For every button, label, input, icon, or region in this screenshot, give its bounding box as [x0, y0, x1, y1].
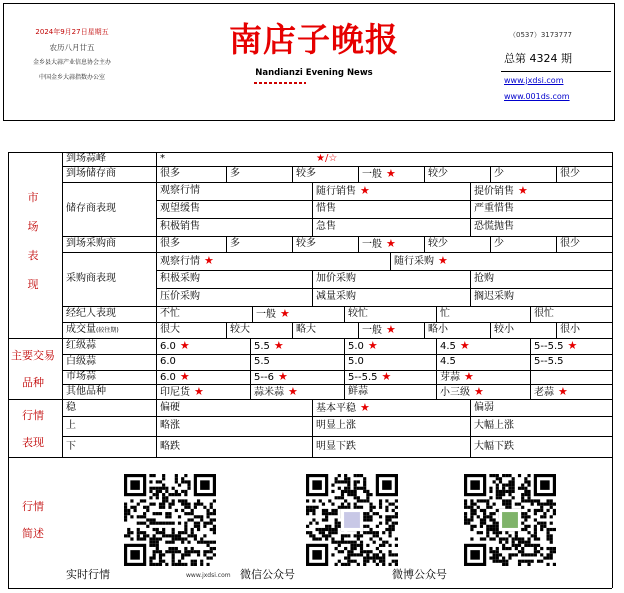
newspaper-title: 南店子晚报 [229, 20, 399, 59]
row-label [62, 355, 156, 369]
option-cell [292, 323, 358, 337]
star-icon: ★ [179, 370, 190, 383]
cell-text: 很忙 [534, 308, 554, 319]
cell-text: 5--5.5 [534, 341, 564, 352]
footer-label-live: 实时行情 [66, 568, 110, 581]
cell-text: 大幅上涨 [474, 420, 514, 431]
cell-text: 6.0 [160, 341, 176, 352]
option-cell [556, 237, 612, 251]
cell-text: 老蒜 [534, 386, 554, 398]
star-icon: ★ [273, 339, 284, 352]
option-cell [250, 355, 344, 369]
cell-text: * [160, 153, 165, 164]
row-label-text: 到场采购商 [66, 238, 116, 249]
option-cell [156, 370, 250, 385]
star-icon: ★ [386, 167, 396, 180]
row-label [62, 152, 156, 166]
option-cell [470, 401, 612, 415]
row-label [62, 370, 156, 384]
option-cell [470, 440, 612, 454]
option-cell [390, 254, 612, 269]
category-market: 市场表现 [27, 191, 39, 291]
option-cell [344, 355, 436, 369]
option-cell [490, 167, 556, 181]
star-icon: ★ [558, 384, 568, 398]
cell-text: 惜售 [316, 203, 336, 214]
option-cell [156, 290, 312, 304]
star-icon: ★ [280, 307, 290, 320]
option-cell [470, 419, 612, 433]
option-cell [312, 152, 612, 166]
option-cell [250, 339, 344, 354]
english-title: Nandianzi Evening News [255, 68, 373, 78]
cell-text: 6.0 [160, 356, 176, 367]
qr-code-icon-website [124, 474, 216, 566]
star-icon: ★ [204, 254, 214, 267]
option-cell [358, 167, 424, 182]
option-cell [156, 323, 226, 337]
row-label [62, 323, 156, 338]
row-label-text: 白级蒜 [66, 356, 96, 367]
option-cell [292, 237, 358, 251]
cell-text: 芽蒜 [440, 372, 460, 383]
cell-text: 抢购 [474, 273, 494, 284]
cell-text: 大幅下跌 [474, 440, 514, 452]
cell-text: ★/☆ [316, 153, 338, 164]
cell-text: 减量采购 [316, 291, 356, 302]
cell-text: 观望缓售 [160, 203, 200, 214]
cell-text: 基本平稳 [316, 402, 356, 414]
cell-text: 少 [494, 238, 504, 249]
cell-text: 观察行情 [160, 185, 200, 196]
option-cell [226, 167, 292, 181]
option-cell [250, 370, 344, 385]
row-label-text: 储存商表现 [66, 203, 116, 214]
star-icon: ★ [179, 339, 190, 352]
cell-text: 偏弱 [474, 401, 494, 413]
cell-text: 蒜米蒜 [254, 386, 284, 398]
option-cell [156, 167, 226, 181]
star-icon: ★ [360, 184, 370, 197]
cell-text: 5--5.5 [348, 372, 378, 383]
option-cell [424, 237, 490, 251]
sub-row-rule [156, 200, 612, 201]
category-varieties: 主要交易品种 [11, 349, 55, 389]
option-cell [156, 440, 312, 454]
row-label [62, 401, 156, 415]
issue-date: 2024年9月27日星期五 [35, 28, 109, 36]
option-cell [436, 385, 530, 400]
table-bottom-border [8, 588, 612, 589]
cell-text: 偏硬 [160, 401, 180, 413]
option-cell [252, 307, 344, 322]
website-link-2[interactable]: www.001ds.com [504, 92, 570, 101]
cell-text: 较少 [428, 238, 448, 249]
option-cell [358, 237, 424, 252]
issue-number: 总第 4324 期 [504, 52, 572, 65]
sponsor-line-1: 金乡县大蒜产业信息协会主办 [32, 59, 111, 66]
option-cell [312, 202, 470, 216]
cell-text: 严重惜售 [474, 203, 514, 214]
cell-text: 较多 [296, 168, 316, 179]
option-cell [424, 323, 490, 337]
option-cell [312, 419, 470, 433]
cell-text: 加价采购 [316, 273, 356, 284]
option-cell [424, 167, 490, 181]
cell-text: 很少 [560, 168, 580, 179]
cell-text: 随行采购 [394, 256, 434, 267]
row-label-text: 到场蒜峰 [66, 153, 106, 164]
star-icon: ★ [459, 339, 470, 352]
cell-text: 较少 [428, 168, 448, 179]
cell-text: 随行销售 [316, 186, 356, 197]
row-label [62, 440, 156, 454]
option-cell [156, 307, 252, 321]
option-cell [156, 419, 312, 433]
option-cell [344, 339, 436, 354]
cell-text: 急售 [316, 221, 336, 232]
option-cell [226, 323, 292, 337]
star-icon: ★ [464, 370, 474, 383]
row-label-text: 红级蒜 [66, 340, 96, 351]
row-label [62, 272, 156, 286]
option-cell [556, 167, 612, 181]
cell-text: 5.5 [254, 341, 270, 352]
row-label-text: 到场储存商 [66, 168, 116, 179]
star-icon: ★ [474, 384, 484, 398]
option-cell [470, 290, 612, 304]
option-cell [344, 385, 436, 399]
cell-text: 不忙 [160, 308, 180, 319]
star-icon: ★ [518, 184, 528, 197]
option-cell [156, 220, 312, 234]
category-narrative: 行情简述 [22, 500, 44, 540]
option-cell [156, 237, 226, 251]
option-cell [156, 254, 390, 269]
qr-code-icon-weibo [464, 474, 556, 566]
option-cell [312, 290, 470, 304]
row-label-text: 上 [66, 420, 76, 431]
qr-code-icon-wechat [306, 474, 398, 566]
option-cell [436, 355, 530, 369]
option-cell [226, 237, 292, 251]
lunar-date: 农历八月廿五 [49, 43, 95, 52]
star-icon: ★ [438, 254, 448, 267]
website-link-1[interactable]: www.jxdsi.com [504, 76, 564, 85]
option-cell [156, 272, 312, 286]
option-cell [530, 355, 612, 369]
option-cell [436, 307, 530, 321]
cell-text: 5.5 [254, 356, 270, 367]
star-icon: ★ [386, 323, 396, 336]
row-label-note: (较往期) [96, 327, 119, 334]
option-cell [312, 220, 470, 234]
option-cell [292, 167, 358, 181]
star-icon: ★ [367, 339, 378, 352]
cell-text: 5--5.5 [534, 356, 564, 367]
cell-text: 一般 [256, 309, 276, 320]
cell-text: 很大 [160, 324, 180, 335]
cell-text: 较小 [494, 324, 514, 335]
cell-text: 忙 [440, 308, 450, 319]
cell-text: 较忙 [348, 308, 368, 319]
option-cell [156, 202, 312, 216]
cell-text: 提价销售 [474, 186, 514, 197]
row-rule [62, 436, 612, 437]
group-divider [8, 457, 612, 458]
row-label-text: 下 [66, 440, 76, 452]
cell-text: 略小 [428, 324, 448, 335]
category-trend: 行情表现 [22, 409, 44, 449]
cell-text: 6.0 [160, 372, 176, 383]
cell-text: 明显下跌 [316, 440, 356, 452]
cell-text: 很多 [160, 168, 180, 179]
star-icon: ★ [567, 339, 578, 352]
option-cell [490, 237, 556, 251]
sponsor-line-2: 中国金乡大蒜指数办公室 [38, 74, 105, 81]
row-label [62, 167, 156, 181]
cell-text: 很多 [160, 238, 180, 249]
option-cell [530, 339, 612, 354]
option-cell [470, 184, 612, 199]
option-cell [312, 401, 470, 416]
row-label [62, 237, 156, 251]
sub-row-rule [156, 218, 612, 219]
option-cell [344, 307, 436, 321]
cell-text: 一般 [362, 169, 382, 180]
sub-row-rule [156, 270, 612, 271]
phone-number: （0537）3173777 [509, 31, 572, 39]
table-right-border [612, 152, 613, 588]
option-cell [312, 184, 470, 199]
cell-text: 积极采购 [160, 273, 200, 284]
row-label [62, 202, 156, 216]
cell-text: 较多 [296, 238, 316, 249]
cell-text: 恐慌抛售 [474, 221, 514, 232]
cell-text: 积极销售 [160, 221, 200, 232]
cell-text: 印尼货 [160, 386, 190, 398]
row-label-text: 成交量 [66, 324, 96, 335]
cell-text: 4.5 [440, 341, 456, 352]
option-cell [530, 385, 612, 400]
row-label-text: 其他品种 [66, 385, 106, 397]
option-cell [156, 401, 312, 415]
cell-text: 少 [494, 168, 504, 179]
option-cell [156, 152, 312, 166]
cell-text: 一般 [362, 239, 382, 250]
row-label [62, 419, 156, 433]
cell-text: 5.0 [348, 356, 364, 367]
cell-text: 多 [230, 238, 240, 249]
option-cell [156, 184, 312, 198]
row-label-text: 采购商表现 [66, 273, 116, 284]
star-icon: ★ [288, 384, 298, 398]
cell-text: 搁迟采购 [474, 291, 514, 302]
star-icon: ★ [194, 384, 204, 398]
qr-caption: www.jxdsi.com [186, 572, 231, 579]
cell-text: 多 [230, 168, 240, 179]
row-label [62, 339, 156, 353]
cell-text: 很小 [560, 324, 580, 335]
option-cell [470, 272, 612, 286]
option-cell [470, 202, 612, 216]
sub-row-rule [156, 288, 612, 289]
row-label-text: 市场蒜 [66, 371, 96, 382]
cell-text: 5.0 [348, 341, 364, 352]
row-label [62, 307, 156, 321]
option-cell [344, 370, 436, 385]
option-cell [490, 323, 556, 337]
cell-text: 一般 [362, 325, 382, 336]
row-rule [62, 416, 612, 417]
option-cell [312, 272, 470, 286]
cell-text: 5--6 [254, 372, 274, 383]
option-cell [250, 385, 344, 400]
option-cell [156, 355, 250, 369]
cell-text: 很少 [560, 238, 580, 249]
option-cell [556, 323, 612, 337]
star-icon: ★ [381, 370, 392, 383]
option-cell [530, 307, 612, 321]
cell-text: 略跌 [160, 440, 180, 452]
star-icon: ★ [277, 370, 288, 383]
row-label [62, 385, 156, 399]
row-label-text: 稳 [66, 401, 76, 413]
cell-text: 4.5 [440, 356, 456, 367]
cell-text: 观察行情 [160, 256, 200, 267]
footer-label-weibo: 微博公众号 [392, 568, 447, 581]
option-cell [436, 339, 530, 354]
option-cell [312, 440, 470, 454]
cell-text: 压价采购 [160, 291, 200, 302]
cell-text: 略大 [296, 324, 316, 335]
star-icon: ★ [386, 237, 396, 250]
footer-label-wechat: 微信公众号 [240, 568, 295, 581]
col-rule [530, 370, 531, 384]
cell-text: 鲜蒜 [348, 385, 368, 397]
option-cell [358, 323, 424, 338]
row-rule [62, 252, 612, 253]
option-cell [436, 370, 530, 385]
cell-text: 略涨 [160, 420, 180, 431]
option-cell [470, 220, 612, 234]
row-rule [62, 182, 612, 183]
cell-text: 小三级 [440, 386, 470, 398]
star-icon: ★ [360, 400, 370, 414]
row-label-text: 经纪人表现 [66, 308, 116, 319]
cell-text: 较大 [230, 324, 250, 335]
cell-text: 明显上涨 [316, 420, 356, 431]
option-cell [156, 385, 250, 400]
option-cell [156, 339, 250, 354]
